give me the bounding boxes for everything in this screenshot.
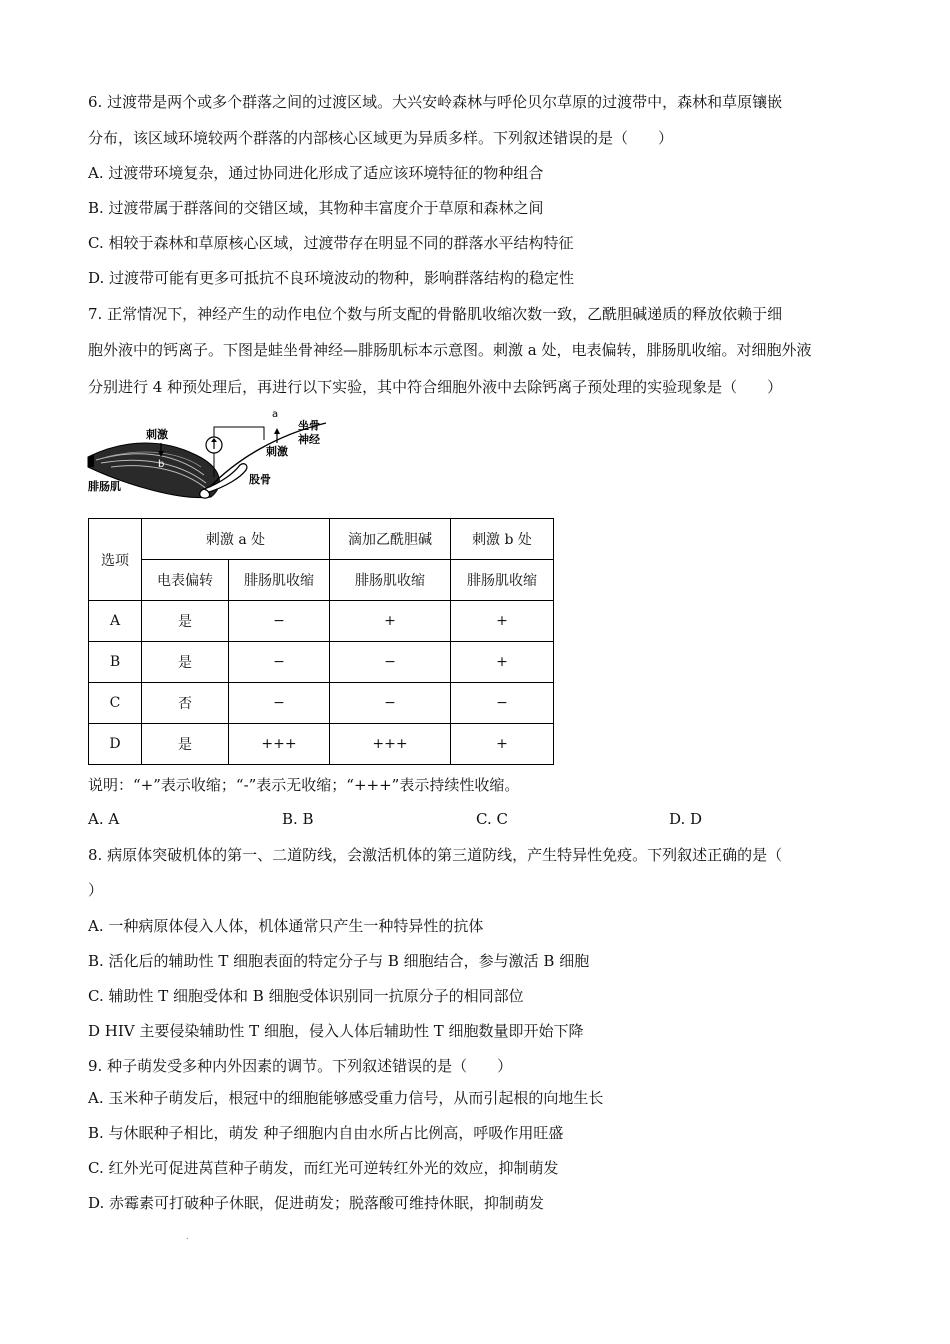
figure-label-sciatic-1: 坐骨 (298, 419, 320, 432)
q8-option-d: D HIV 主要侵染辅助性 T 细胞，侵入人体后辅助性 T 细胞数量即开始下降 (88, 1022, 584, 1040)
table-cell: + (451, 601, 554, 642)
figure-label-femur: 股骨 (249, 473, 271, 486)
table-cell: C (89, 683, 142, 724)
q7-choice-d: D. D (669, 810, 703, 828)
table-subheader-muscle: 腓肠肌收缩 (451, 560, 554, 601)
q9-option-d: D. 赤霉素可打破种子休眠，促进萌发；脱落酸可维持休眠，抑制萌发 (88, 1194, 545, 1212)
table-cell: A (89, 601, 142, 642)
table-row (89, 642, 554, 683)
table-header-ach: 滴加乙酰胆碱 (330, 519, 451, 560)
table-header-stim-b: 刺激 b 处 (451, 519, 554, 560)
table-cell: − (451, 683, 554, 724)
q7-options-table (88, 518, 554, 765)
q9-option-b: B. 与休眠种子相比，萌发 种子细胞内自由水所占比例高，呼吸作用旺盛 (88, 1124, 564, 1142)
table-subheader-muscle: 腓肠肌收缩 (330, 560, 451, 601)
q7-stem-line2: 胞外液中的钙离子。下图是蛙坐骨神经—腓肠肌标本示意图。刺激 a 处，电表偏转，腓肠肌收缩。对细胞外液 (88, 341, 812, 359)
table-cell: 是 (142, 642, 229, 683)
table-row (89, 683, 554, 724)
q7-stem-line1: 7. 正常情况下，神经产生的动作电位个数与所支配的骨骼肌收缩次数一致，乙酰胆碱递质的释放依赖于细 (88, 305, 783, 323)
table-cell: − (229, 642, 330, 683)
q9-option-a: A. 玉米种子萌发后，根冠中的细胞能够感受重力信号，从而引起根的向地生长 (88, 1089, 604, 1107)
table-cell: + (451, 642, 554, 683)
footer-mark: . (186, 1232, 189, 1241)
q7-note: 说明：“+”表示收缩；“-”表示无收缩；“+++”表示持续性收缩。 (88, 776, 520, 794)
table-cell: − (330, 683, 451, 724)
nerve-muscle-figure (86, 405, 346, 505)
q7-choice-b: B. B (282, 810, 314, 828)
table-cell: − (330, 642, 451, 683)
table-subheader-muscle: 腓肠肌收缩 (229, 560, 330, 601)
q6-stem-line1: 6. 过渡带是两个或多个群落之间的过渡区域。大兴安岭森林与呼伦贝尔草原的过渡带中，森林和草原镶嵌 (88, 93, 783, 111)
figure-label-sciatic-2: 神经 (298, 433, 320, 446)
table-cell: + (451, 724, 554, 765)
q8-option-c: C. 辅助性 T 细胞受体和 B 细胞受体识别同一抗原分子的相同部位 (88, 987, 524, 1005)
table-row (89, 601, 554, 642)
table-cell: 是 (142, 601, 229, 642)
table-row (89, 724, 554, 765)
table-cell: D (89, 724, 142, 765)
q9-stem: 9. 种子萌发受多种内外因素的调节。下列叙述错误的是（ ） (88, 1057, 513, 1075)
q6-stem-line2: 分布，该区域环境较两个群落的内部核心区域更为异质多样。下列叙述错误的是（ ） (88, 129, 674, 147)
q7-choice-c: C. C (476, 810, 508, 828)
table-cell: − (229, 683, 330, 724)
q6-option-a: A. 过渡带环境复杂，通过协同进化形成了适应该环境特征的物种组合 (88, 164, 544, 182)
q6-option-c: C. 相较于森林和草原核心区域，过渡带存在明显不同的群落水平结构特征 (88, 234, 574, 252)
table-cell: 是 (142, 724, 229, 765)
table-cell: B (89, 642, 142, 683)
q9-option-c: C. 红外光可促进莴苣种子萌发，而红光可逆转红外光的效应，抑制萌发 (88, 1159, 559, 1177)
table-cell: +++ (229, 724, 330, 765)
figure-label-stimulus-left: 刺激 (146, 428, 168, 441)
q8-stem-line1: 8. 病原体突破机体的第一、二道防线，会激活机体的第三道防线，产生特异性免疫。下列叙述正确的是（ (88, 846, 783, 864)
figure-label-stimulus-right: 刺激 (266, 445, 288, 458)
table-cell: − (229, 601, 330, 642)
q8-option-b: B. 活化后的辅助性 T 细胞表面的特定分子与 B 细胞结合，参与激活 B 细胞 (88, 952, 590, 970)
table-header-option: 选项 (89, 519, 142, 601)
table-cell: + (330, 601, 451, 642)
figure-label-gastrocnemius: 腓肠肌 (88, 480, 121, 493)
table-cell: +++ (330, 724, 451, 765)
q8-stem-line2: ） (88, 881, 104, 899)
figure-label-a: a (272, 409, 279, 420)
q7-stem-line3: 分别进行 4 种预处理后，再进行以下实验，其中符合细胞外液中去除钙离子预处理的实验现象是（ ） (88, 378, 783, 396)
figure-label-b: b (158, 459, 165, 470)
q6-option-b: B. 过渡带属于群落间的交错区域，其物种丰富度介于草原和森林之间 (88, 199, 544, 217)
q7-choice-a: A. A (88, 810, 120, 828)
table-header-stim-a: 刺激 a 处 (142, 519, 330, 560)
table-subheader-meter: 电表偏转 (142, 560, 229, 601)
q6-option-d: D. 过渡带可能有更多可抵抗不良环境波动的物种，影响群落结构的稳定性 (88, 269, 575, 287)
q8-option-a: A. 一种病原体侵入人体，机体通常只产生一种特异性的抗体 (88, 917, 484, 935)
table-cell: 否 (142, 683, 229, 724)
